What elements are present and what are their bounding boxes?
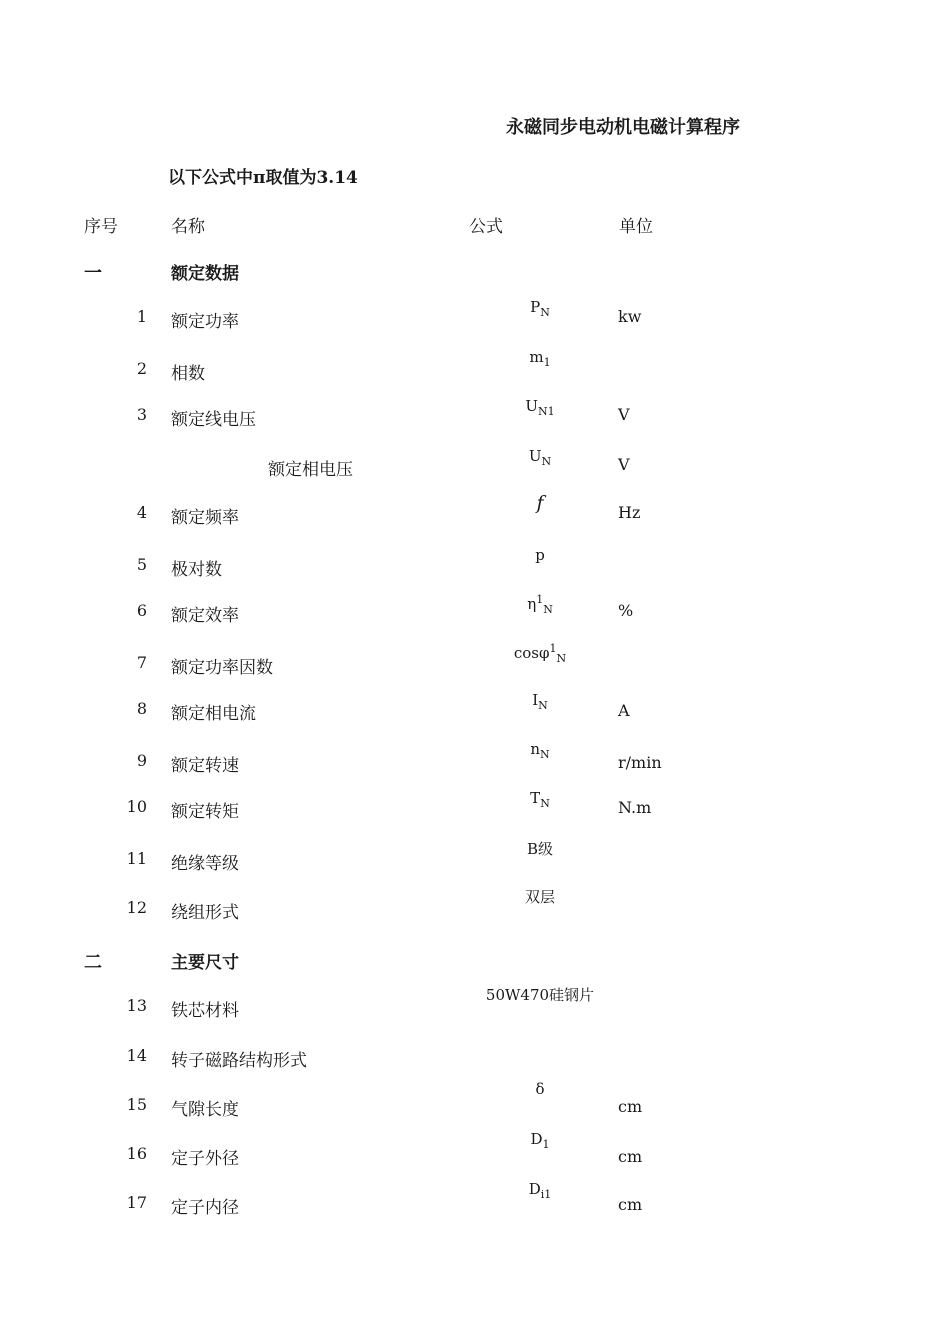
parameter-unit: A (618, 701, 630, 720)
row-number: 11 (126, 849, 147, 868)
parameter-name: 绕组形式 (171, 903, 239, 923)
header-unit: 单位 (619, 217, 653, 237)
row-number: 9 (136, 751, 147, 770)
parameter-symbol (480, 546, 600, 564)
parameter-name: 额定线电压 (171, 410, 256, 430)
row-number: 6 (136, 601, 147, 620)
parameter-symbol (480, 1130, 600, 1151)
symbol-subscript: N (538, 699, 548, 712)
parameter-name: 相数 (171, 364, 205, 384)
parameter-name: 额定相电压 (268, 460, 353, 480)
symbol-subscript: N1 (538, 405, 555, 418)
symbol-main: 双层 (524, 888, 555, 906)
row-number: 16 (126, 1144, 147, 1163)
section-number: 二 (84, 952, 102, 973)
parameter-name: 极对数 (171, 560, 222, 580)
row-number: 8 (136, 699, 147, 718)
section-title: 主要尺寸 (171, 953, 239, 973)
symbol-main: I (532, 691, 539, 709)
row-number: 17 (126, 1193, 147, 1212)
parameter-symbol (480, 838, 600, 859)
row-number: 4 (136, 503, 147, 522)
symbol-subscript: N (540, 748, 550, 761)
parameter-name: 额定频率 (171, 508, 239, 528)
parameter-name: 气隙长度 (171, 1100, 239, 1120)
parameter-name: 额定相电流 (171, 704, 256, 724)
symbol-subscript: N (543, 603, 553, 616)
row-number: 15 (126, 1095, 147, 1114)
symbol-subscript: N (540, 797, 550, 810)
header-name: 名称 (171, 217, 205, 237)
parameter-name: 额定功率 (171, 312, 239, 332)
symbol-subscript: N (541, 455, 552, 468)
symbol-main: p (535, 546, 545, 564)
symbol-main: D (530, 1130, 543, 1148)
parameter-symbol (480, 1080, 600, 1098)
parameter-unit: V (618, 405, 630, 424)
parameter-unit: Hz (618, 503, 641, 522)
row-number: 7 (136, 653, 147, 672)
parameter-unit: r/min (618, 753, 662, 772)
parameter-symbol (460, 984, 620, 1005)
parameter-unit: N.m (618, 798, 652, 817)
symbol-main: T (530, 789, 541, 807)
parameter-symbol (480, 691, 600, 712)
parameter-symbol (480, 447, 600, 468)
parameter-unit: % (618, 601, 634, 620)
symbol-main: 50W470硅钢片 (485, 986, 595, 1004)
symbol-superscript: 1 (536, 593, 544, 606)
parameter-unit: cm (618, 1097, 643, 1116)
row-number: 1 (136, 307, 147, 326)
parameter-symbol (480, 298, 600, 319)
parameter-unit: V (618, 455, 630, 474)
row-number: 13 (126, 996, 147, 1015)
symbol-main: cosφ (513, 644, 550, 662)
parameter-symbol (480, 789, 600, 810)
parameter-symbol (480, 886, 600, 907)
parameter-name: 转子磁路结构形式 (171, 1051, 307, 1071)
header-formula: 公式 (469, 217, 503, 237)
parameter-name: 定子外径 (171, 1149, 239, 1169)
section-number: 一 (84, 263, 102, 284)
symbol-main: B级 (526, 840, 554, 858)
parameter-symbol (480, 492, 600, 514)
row-number: 10 (126, 797, 147, 816)
parameter-symbol (480, 642, 600, 665)
parameter-name: 绝缘等级 (171, 854, 239, 874)
parameter-name: 定子内径 (171, 1198, 239, 1218)
row-number: 2 (136, 359, 147, 378)
symbol-main: P (530, 298, 541, 316)
symbol-subscript: 1 (542, 1138, 550, 1151)
parameter-symbol (480, 348, 600, 369)
parameter-unit: cm (618, 1147, 643, 1166)
parameter-symbol (480, 1180, 600, 1201)
row-number: 5 (136, 555, 147, 574)
pi-note: 以下公式中π取值为3.14 (168, 168, 358, 188)
parameter-name: 额定转速 (171, 756, 239, 776)
symbol-subscript: 1 (543, 356, 551, 369)
parameter-symbol (480, 593, 600, 616)
parameter-unit: cm (618, 1195, 643, 1214)
symbol-subscript: N (556, 652, 567, 665)
symbol-main: U (525, 397, 539, 415)
parameter-name: 铁芯材料 (171, 1001, 239, 1021)
symbol-main: f (536, 492, 544, 514)
row-number: 12 (126, 898, 147, 917)
symbol-subscript: N (540, 306, 550, 319)
symbol-main: n (530, 740, 541, 758)
section-title: 额定数据 (171, 264, 239, 284)
parameter-name: 额定功率因数 (171, 658, 273, 678)
symbol-superscript: 1 (549, 642, 557, 655)
symbol-main: δ (535, 1080, 545, 1098)
parameter-symbol (480, 740, 600, 761)
parameter-name: 额定转矩 (171, 802, 239, 822)
symbol-main: m (529, 348, 544, 366)
document-title: 永磁同步电动机电磁计算程序 (506, 117, 740, 138)
parameter-symbol (480, 397, 600, 418)
header-no: 序号 (84, 217, 118, 237)
row-number: 3 (136, 405, 147, 424)
symbol-main: η (527, 595, 537, 613)
parameter-unit: kw (618, 307, 642, 326)
row-number: 14 (126, 1046, 147, 1065)
symbol-main: U (528, 447, 542, 465)
symbol-subscript: i1 (540, 1188, 552, 1201)
symbol-main: D (528, 1180, 541, 1198)
parameter-name: 额定效率 (171, 606, 239, 626)
